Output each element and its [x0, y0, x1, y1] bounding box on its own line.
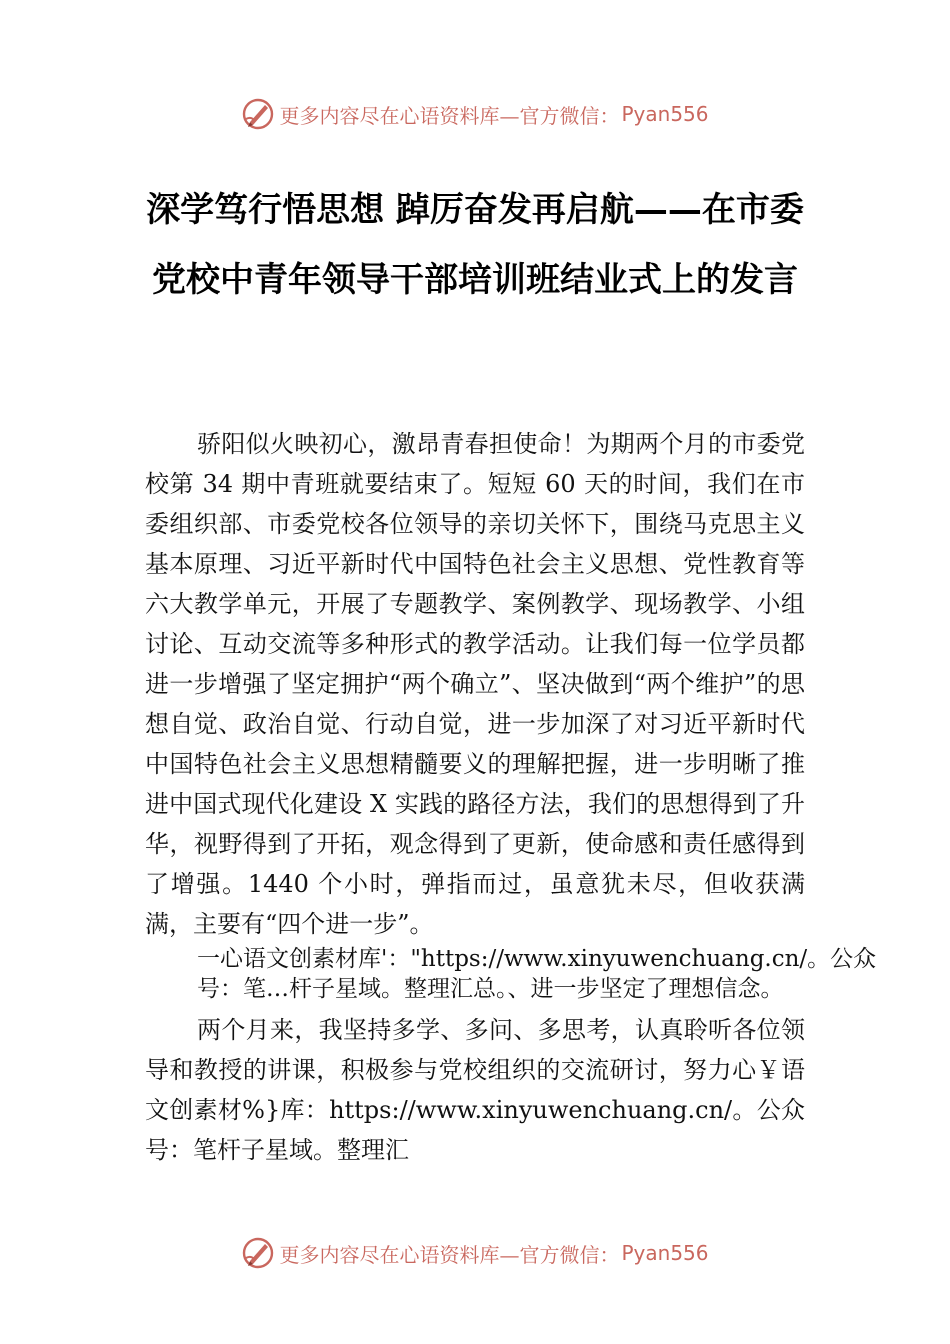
- banner-text: 更多内容尽在心语资料库—官方微信：: [279, 1242, 620, 1267]
- watermark-note: 一心语文创素材库'："https://www.xinyuwenchuang.cn/。公众号：笔…杆子星域。整理汇总。、进一步坚定了理想信念。: [197, 946, 877, 1002]
- paragraph: 骄阳似火映初心，激昂青春担使命！为期两个月的市委党校第 34 期中青班就要结束了。短短 60 天的时间，我们在市委组织部、市委党校各位领导的亲切关怀下，围绕马克思主义基本原理、习近平新时代中国特色社会主义思想、党性教育等六大教学单元，开展了专题教学、案例教学、现场教学、小组讨论、互动交流等多种形式的教学活动。让我们每一位学员都进一步增强了坚定拥护“两个确立”、坚决做到“两个维护”的思想自觉、政治自觉、行动自觉，进一步加深了对习近平新时代中国特色社会主义思想精髓要义的理解把握，进一步明晰了推进中国式现代化建设 X 实践的路径方法，我们的思想得到了升华，视野得到了开拓，观念得到了更新，使命感和责任感得到了增强。1440 个小时，弹指而过，虽意犹未尽，但收获满满，主要有“四个进一步”。: [145, 430, 805, 938]
- wechat-handle: Pyan556: [621, 102, 709, 126]
- footer-banner: [0, 1231, 950, 1275]
- pen-writing-icon: [241, 97, 275, 131]
- pen-writing-icon: [241, 1236, 275, 1270]
- wechat-handle: Pyan556: [621, 1241, 709, 1265]
- banner-text: 更多内容尽在心语资料库—官方微信：: [279, 103, 620, 128]
- document-body: [145, 424, 877, 1170]
- header-banner: [0, 92, 950, 136]
- paragraph: 两个月来，我坚持多学、多问、多思考，认真聆听各位领导和教授的讲课，积极参与党校组织的交流研讨，努力心￥语文创素材%}库：https://www.xinyuwenchuang.cn/。公众号：笔杆子星域。整理汇: [145, 1016, 805, 1164]
- document-title: 深学笃行悟思想 踔厉奋发再启航——在市委党校中青年领导干部培训班结业式上的发言: [146, 190, 804, 300]
